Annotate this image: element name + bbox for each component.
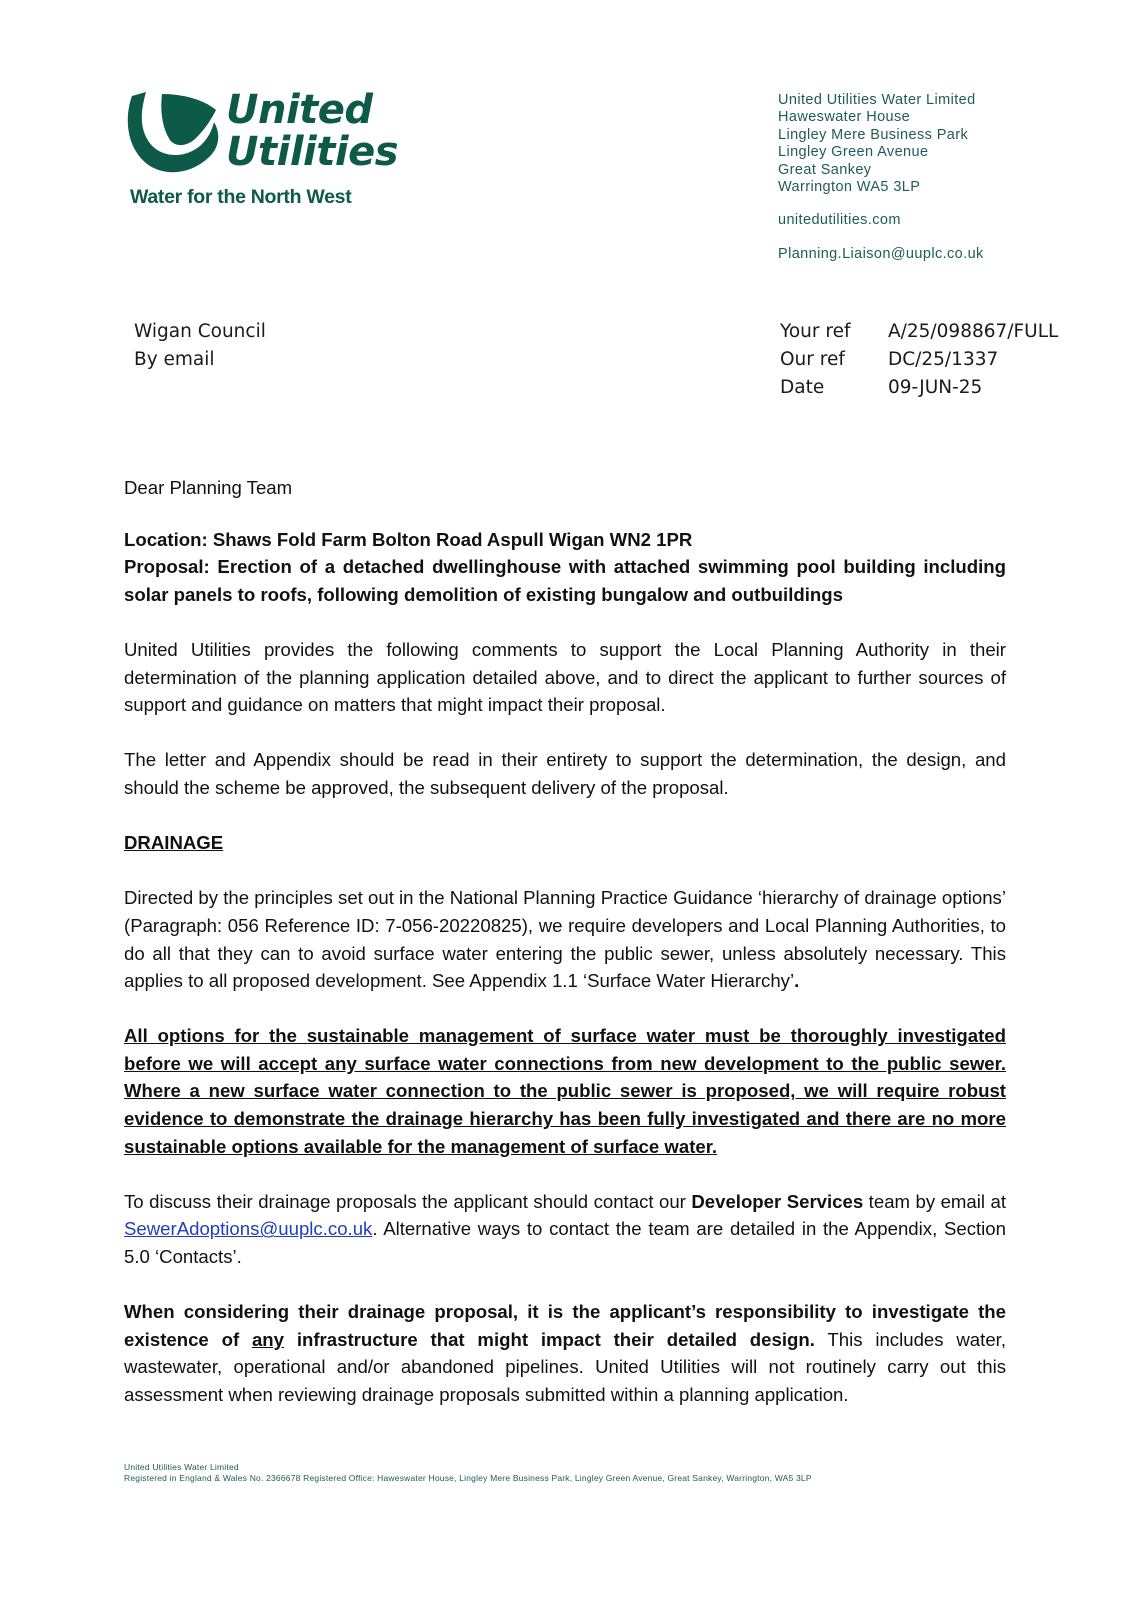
responsibility-paragraph — [124, 1298, 1006, 1408]
email-link[interactable]: Planning.Liaison@uuplc.co.uk — [778, 245, 984, 262]
logo-tagline: Water for the North West — [130, 186, 352, 208]
recipient-block — [134, 318, 266, 374]
proposal-line: Proposal: Erection of a detached dwellinghouse with attached swimming pool building including solar panels to roofs, following demolition of existing bungalow and outbuildings — [124, 556, 1006, 605]
address-line: Great Sankey — [778, 161, 872, 178]
drainage-paragraph — [124, 884, 1006, 994]
reference-value: DC/25/1337 — [888, 349, 999, 370]
read-paragraph: The letter and Appendix should be read in their entirety to support the determination, the design, and should the scheme be approved, the subsequent delivery of the proposal. — [124, 749, 1006, 798]
drainage-heading: DRAINAGE — [124, 832, 224, 854]
recipient-name: Wigan Council — [134, 321, 266, 342]
drainage-text: Directed by the principles set out in the National Planning Practice Guidance ‘hierarchy of drainage options’ (Paragraph: 056 Reference ID: 7-056-20220825), we require developers and Local Planning Authorities, to do all that they can to avoid surface water entering the public sewer, unless absolutely necessary. This applies to all proposed development. See Appendix 1.1 ‘Surface Water Hierarchy’ — [124, 887, 1006, 992]
reference-row — [780, 346, 1058, 374]
contact-text: To discuss their drainage proposals the applicant should contact our — [124, 1190, 692, 1212]
page-footer — [124, 1462, 812, 1484]
reference-value: 09-JUN-25 — [888, 377, 983, 398]
reference-label: Date — [780, 377, 825, 398]
address-line: Haweswater House — [778, 109, 911, 126]
reference-label: Your ref — [780, 321, 851, 342]
footer-company: United Utilities Water Limited — [124, 1462, 239, 1472]
footer-registration: Registered in England & Wales No. 2366678 Registered Office: Haweswater House, Lingley Mere Business Park, Lingley Green Avenue, Great Sankey, Warrington, WA5 3LP — [124, 1473, 812, 1483]
reference-row — [780, 374, 1058, 402]
united-utilities-logo — [122, 87, 399, 213]
reference-label: Our ref — [780, 349, 845, 370]
intro-paragraph: United Utilities provides the following comments to support the Local Planning Authority in their determination of the planning application detailed above, and to direct the applicant to further sources of support and guidance on matters that might impact their proposal. — [124, 638, 1006, 716]
address-line: United Utilities Water Limited — [778, 92, 976, 108]
website-link[interactable]: unitedutilities.com — [778, 212, 901, 229]
responsibility-underlined: any — [251, 1328, 284, 1350]
address-line: Lingley Mere Business Park — [778, 126, 969, 143]
reference-value: A/25/098867/FULL — [888, 321, 1059, 342]
contact-paragraph — [124, 1188, 1006, 1271]
contact-text: . Alternative ways to contact the team are detailed in the Appendix, Section 5.0 ‘Contacts’. — [124, 1218, 1006, 1268]
sewer-adoptions-email-link[interactable]: SewerAdoptions@uuplc.co.uk — [124, 1218, 373, 1240]
responsibility-bold: When considering their drainage proposal, it is the applicant’s responsibility to investigate the existence of — [124, 1301, 1006, 1350]
recipient-method: By email — [134, 349, 215, 370]
drainage-end-punct: . — [794, 970, 800, 992]
logo-word-utilities: Utilities — [226, 129, 399, 175]
responsibility-text: This includes water, wastewater, operational and/or abandoned pipelines. United Utilities will not routinely carry out this assessment when reviewing drainage proposals submitted within a planning application. — [124, 1328, 1006, 1405]
address-line: Lingley Green Avenue — [778, 144, 929, 161]
responsibility-bold: infrastructure that might impact their detailed design. — [284, 1328, 815, 1350]
letter-body — [124, 474, 1006, 1409]
contact-text: team by email at — [863, 1190, 1006, 1212]
sender-address — [778, 92, 984, 263]
united-utilities-u-icon — [122, 88, 222, 176]
salutation: Dear Planning Team — [124, 477, 293, 498]
address-line: Warrington WA5 3LP — [778, 179, 921, 196]
emphasis-paragraph: All options for the sustainable management of surface water must be thoroughly investigated before we will accept any surface water connections from new development to the public sewer. Where a new surface water connection to the public sewer is proposed, we will require robust evidence to demonstrate the drainage hierarchy has been fully investigated and there are no more sustainable options available for the management of surface water. — [124, 1025, 1006, 1157]
logo-word-united: United — [226, 87, 373, 133]
application-heading — [124, 526, 1006, 609]
developer-services-label: Developer Services — [691, 1190, 864, 1212]
reference-row — [780, 318, 1058, 346]
location-line: Location: Shaws Fold Farm Bolton Road Aspull Wigan WN2 1PR — [124, 528, 693, 550]
reference-block — [780, 318, 1058, 402]
